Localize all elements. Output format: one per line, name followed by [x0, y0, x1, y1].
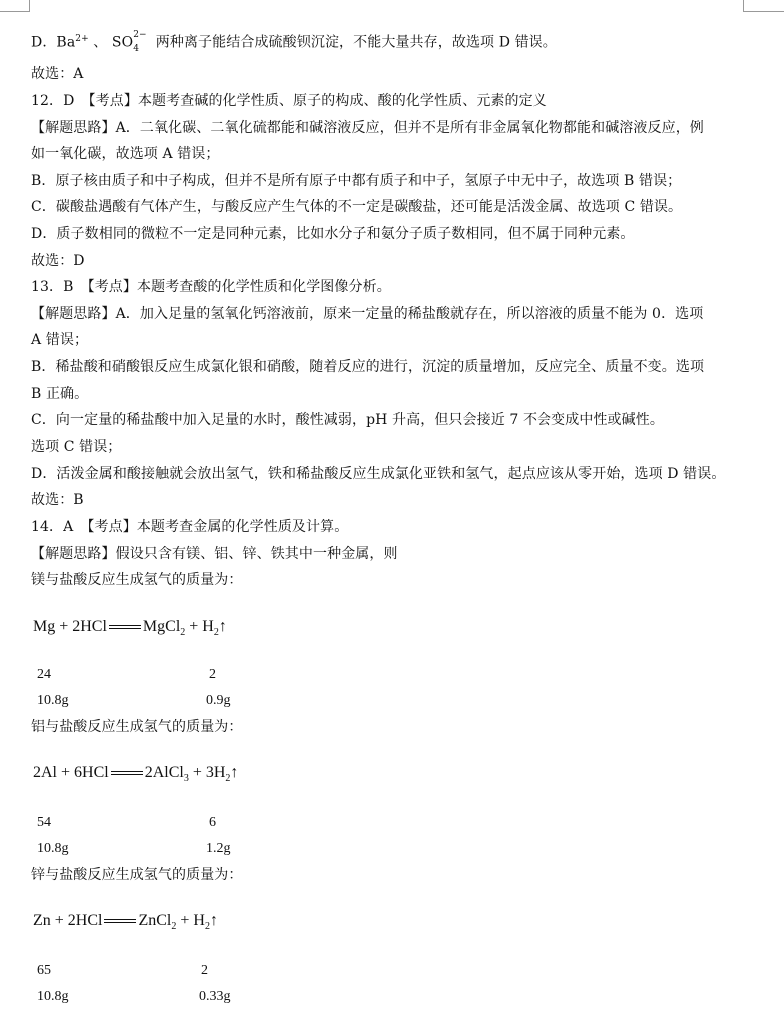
equation-zn	[33, 910, 218, 938]
eq-subscript: 3	[183, 773, 189, 785]
molar-mass: 54	[37, 815, 51, 830]
so4-index	[133, 29, 151, 54]
mass-value: 0.9g	[206, 693, 231, 708]
eq-subscript: 2	[204, 921, 210, 933]
question-heading: 13．B 【考点】本题考查酸的化学性质和化学图像分析。	[31, 279, 391, 295]
eq-product: MgCl	[142, 618, 181, 635]
mass-value: 0.33g	[199, 989, 231, 1004]
crop-mark-left	[0, 0, 30, 12]
eq-subscript: 2	[225, 773, 231, 785]
paragraph-line: C．碳酸盐遇酸有气体产生，与酸反应产生气体的不一定是碳酸盐，还可能是活泼金属、故选项 C 错误。	[31, 199, 683, 215]
paragraph-line: 选项 C 错误；	[31, 439, 122, 455]
paragraph-line: B．原子核由质子和中子构成，但并不是所有原子中都有质子和中子，氢原子中无中子，故选项 B 错误；	[31, 173, 682, 189]
equals-bar	[111, 771, 143, 775]
eq-product: 2AlCl	[144, 764, 184, 781]
paragraph-line: B．稀盐酸和硝酸银反应生成氯化银和硝酸，随着反应的进行，沉淀的质量增加，反应完全、质量不变。选项	[31, 359, 705, 375]
question-heading: 12．D 【考点】本题考查碱的化学性质、原子的构成、酸的化学性质、元素的定义	[31, 93, 547, 109]
eq-subscript: 2	[180, 627, 186, 639]
paragraph-line: 如一氧化碳，故选项 A 错误；	[31, 146, 220, 162]
paragraph-line: 铝与盐酸反应生成氢气的质量为：	[31, 719, 243, 735]
eq-subscript: 2	[213, 627, 219, 639]
eq-reactants: 2Al + 6HCl	[33, 764, 109, 781]
mass-value: 10.8g	[37, 989, 69, 1004]
eq-product: + 3H	[188, 764, 226, 781]
eq-reactants: Zn + 2HCl	[33, 912, 103, 929]
paragraph-line: 【解题思路】A．二氧化碳、二氧化硫都能和碱溶液反应，但并不是所有非金属氧化物都能和碱溶液反应，例	[31, 120, 704, 136]
answer-line: 故选：B	[31, 492, 84, 508]
molar-mass: 24	[37, 667, 51, 682]
so4-charge: 2−	[133, 29, 147, 40]
paragraph-line: 【解题思路】A．加入足量的氢氧化钙溶液前，原来一定量的稀盐酸就存在，所以溶液的质量不能为 0．选项	[31, 306, 704, 322]
paragraph-line: 【解题思路】假设只含有镁、铝、锌、铁其中一种金属，则	[31, 546, 398, 562]
text-fragment: 、 SO	[88, 34, 134, 51]
molar-mass: 2	[209, 667, 216, 682]
equals-bar	[109, 625, 141, 629]
gas-arrow-icon: ↑	[230, 764, 239, 781]
equation-mg	[33, 616, 227, 644]
paragraph-line: D．质子数相同的微粒不一定是同种元素，比如水分子和氨分子质子数相同，但不属于同种元素。	[31, 226, 635, 242]
answer-line: 故选：A	[31, 66, 84, 82]
question-heading: 14．A 【考点】本题考查金属的化学性质及计算。	[31, 519, 349, 535]
paragraph-line: D．活泼金属和酸接触就会放出氢气，铁和稀盐酸反应生成氯化亚铁和氢气，起点应该从零开始，选项 D 错误。	[31, 466, 726, 482]
molar-mass: 6	[209, 815, 216, 830]
equals-bar	[104, 919, 136, 923]
paragraph-line: C．向一定量的稀盐酸中加入足量的水时，酸性减弱，pH 升高，但只会接近 7 不会变成中性或碱性。	[31, 412, 664, 428]
eq-subscript: 2	[171, 921, 177, 933]
paragraph-line: A 错误；	[31, 332, 89, 348]
eq-product: + H	[185, 618, 214, 635]
line-option-d-ions	[31, 30, 557, 52]
mass-value: 1.2g	[206, 841, 231, 856]
paragraph-line: 镁与盐酸反应生成氢气的质量为：	[31, 572, 243, 588]
mass-value: 10.8g	[37, 841, 69, 856]
ba-charge: 2+	[75, 34, 89, 44]
text-fragment: D．Ba	[31, 34, 76, 51]
gas-arrow-icon: ↑	[218, 618, 227, 635]
so4-subscript: 4	[133, 43, 140, 54]
crop-mark-right	[743, 0, 784, 12]
paragraph-line: 锌与盐酸反应生成氢气的质量为：	[31, 867, 243, 883]
molar-mass: 2	[201, 963, 208, 978]
eq-reactants: Mg + 2HCl	[33, 618, 107, 635]
answer-line: 故选：D	[31, 253, 85, 269]
equation-al	[33, 762, 238, 790]
gas-arrow-icon: ↑	[209, 912, 218, 929]
text-fragment: 两种离子能结合成硫酸钡沉淀，不能大量共存，故选项 D 错误。	[151, 34, 557, 51]
paragraph-line: B 正确。	[31, 386, 89, 402]
molar-mass: 65	[37, 963, 51, 978]
eq-product: + H	[176, 912, 205, 929]
eq-product: ZnCl	[138, 912, 172, 929]
mass-value: 10.8g	[37, 693, 69, 708]
